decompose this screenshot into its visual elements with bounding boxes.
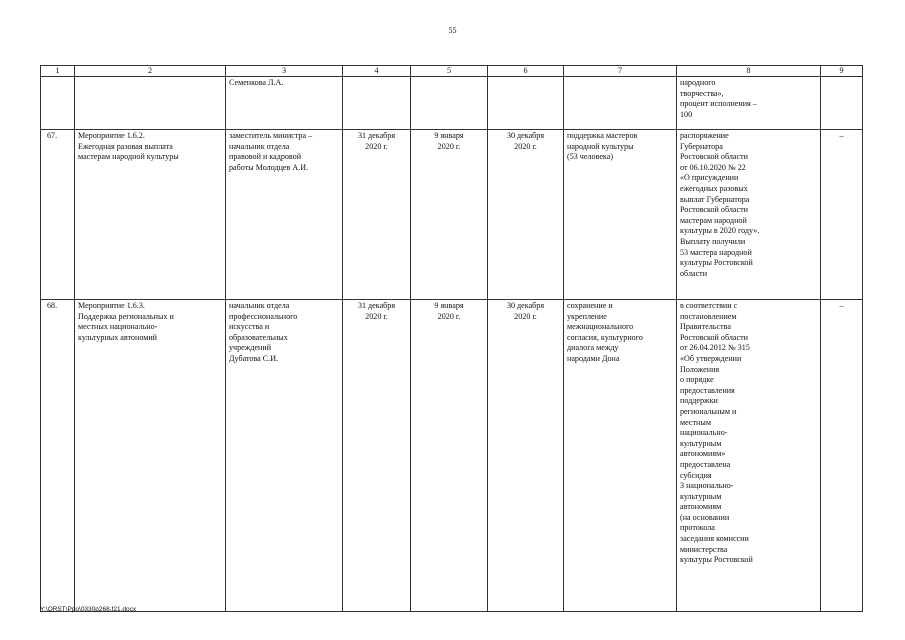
cell-responsible: начальник отдела профессионального искусства и образовательных учреждений Дубатова С.И. bbox=[226, 300, 343, 612]
table-row-67 bbox=[41, 130, 863, 300]
cell-result-actual: народного творчества», процент исполнения – 100 bbox=[677, 77, 821, 130]
table-row-continuation bbox=[41, 77, 863, 130]
column-header-5: 5 bbox=[411, 66, 488, 77]
cell-planned-end bbox=[343, 77, 411, 130]
column-header-2: 2 bbox=[75, 66, 226, 77]
column-header-4: 4 bbox=[343, 66, 411, 77]
cell-number bbox=[41, 77, 75, 130]
cell-result-actual: в соответствии с постановлением Правительства Ростовской области от 26.04.2012 № 315 «Об утверждении Положения о порядке предоставления поддержки региональным и местным национально- культурным автономиям» предоставлена субсидия 3 национально- культурным автономиям (на основании протокола заседания комиссии министерства культуры Ростовской bbox=[677, 300, 821, 612]
column-header-3: 3 bbox=[226, 66, 343, 77]
cell-number: 68. bbox=[41, 300, 75, 612]
cell-event: Мероприятие 1.6.3. Поддержка региональных и местных национально- культурных автономий bbox=[75, 300, 226, 612]
page-number: 55 bbox=[448, 26, 457, 35]
report-table bbox=[40, 65, 863, 612]
cell-planned-end: 31 декабря 2020 г. bbox=[343, 300, 411, 612]
column-header-1: 1 bbox=[41, 66, 75, 77]
column-header-9: 9 bbox=[821, 66, 863, 77]
cell-actual-start: 9 января 2020 г. bbox=[411, 300, 488, 612]
cell-event: Мероприятие 1.6.2. Ежегодная разовая выплата мастерам народной культуры bbox=[75, 130, 226, 300]
cell-responsible: заместитель министра – начальник отдела правовой и кадровой работы Молодцев А.И. bbox=[226, 130, 343, 300]
table-header-row bbox=[41, 66, 863, 77]
cell-event bbox=[75, 77, 226, 130]
cell-result-planned bbox=[564, 77, 677, 130]
cell-result-actual: распоряжение Губернатора Ростовской области от 06.10.2020 № 22 «О присуждении ежегодных разовых выплат Губернатора Ростовской области мастерам народной культуры в 2020 году». Выплату получили 53 мастера народной культуры Ростовской области bbox=[677, 130, 821, 300]
cell-number: 67. bbox=[41, 130, 75, 300]
cell-actual-end: 30 декабря 2020 г. bbox=[488, 130, 564, 300]
cell-reason: – bbox=[821, 130, 863, 300]
cell-result-planned: сохранение и укрепление межнационального согласия, культурного диалога между народами Дона bbox=[564, 300, 677, 612]
cell-result-planned: поддержка мастеров народной культуры (53 человека) bbox=[564, 130, 677, 300]
column-header-7: 7 bbox=[564, 66, 677, 77]
column-header-6: 6 bbox=[488, 66, 564, 77]
footer-file-path: Y:\ORST\Ppo\0330p268.f21.docx bbox=[40, 606, 137, 613]
cell-planned-end: 31 декабря 2020 г. bbox=[343, 130, 411, 300]
column-header-8: 8 bbox=[677, 66, 821, 77]
cell-actual-end: 30 декабря 2020 г. bbox=[488, 300, 564, 612]
cell-actual-end bbox=[488, 77, 564, 130]
table-row-68 bbox=[41, 300, 863, 612]
cell-actual-start: 9 января 2020 г. bbox=[411, 130, 488, 300]
cell-reason bbox=[821, 77, 863, 130]
cell-actual-start bbox=[411, 77, 488, 130]
cell-responsible: Семенкова Л.А. bbox=[226, 77, 343, 130]
cell-reason: – bbox=[821, 300, 863, 612]
